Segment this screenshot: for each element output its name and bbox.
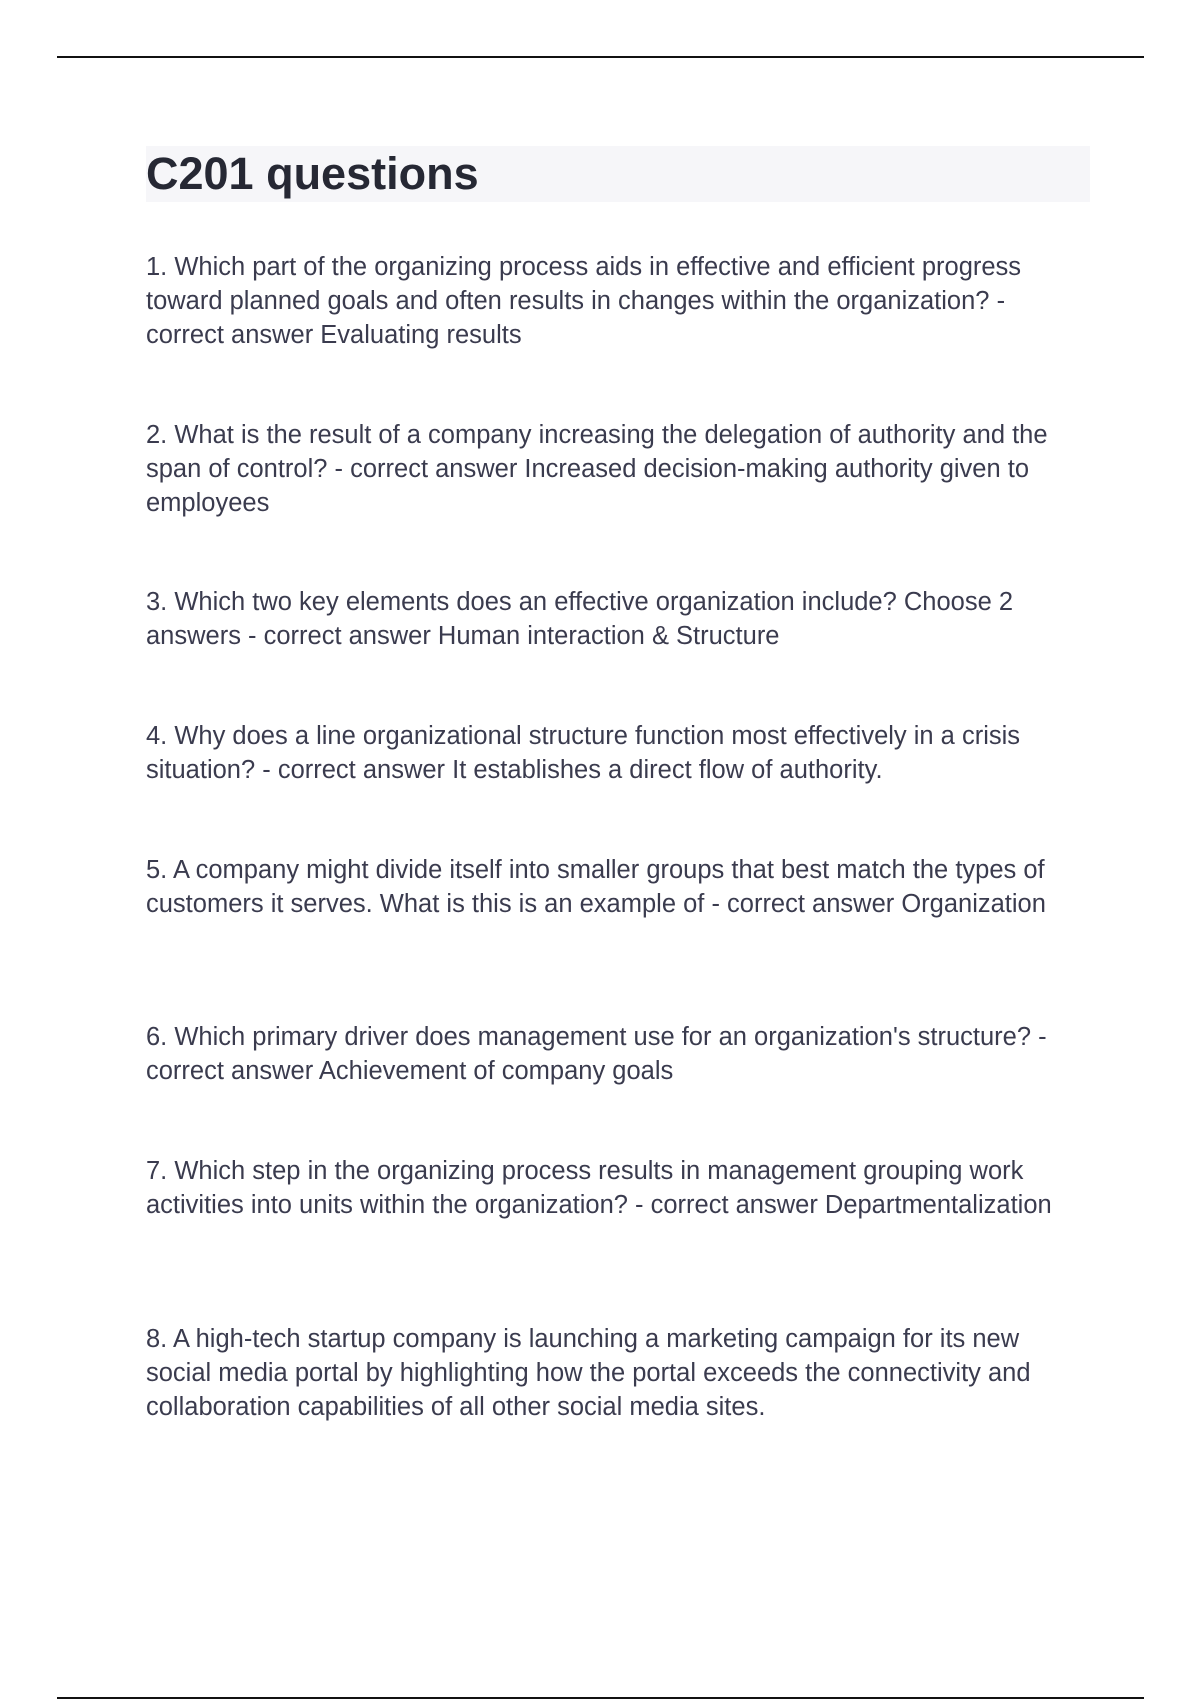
question-item: 4. Why does a line organizational structure function most effectively in a crisis situation? - correct answer It establishes a direct flow of authority. [146, 722, 1021, 784]
question-item: 5. A company might divide itself into smaller groups that best match the types of customers it serves. What is this is an example of - correct answer Organization [146, 856, 1046, 918]
bottom-rule [57, 1697, 1144, 1699]
question-item: 8. A high-tech startup company is launching a marketing campaign for its new social media portal by highlighting how the portal exceeds the connectivity and collaboration capabilities of all other social media sites. [146, 1325, 1031, 1421]
document-title: C201 questions [146, 148, 479, 199]
document-page [146, 146, 1090, 202]
top-rule [57, 56, 1144, 58]
question-item: 1. Which part of the organizing process aids in effective and efficient progress toward planned goals and often results in changes within the organization? - correct answer Evaluating results [146, 253, 1022, 349]
title-band [146, 146, 1090, 202]
question-item: 6. Which primary driver does management use for an organization's structure? - correct answer Achievement of company goals [146, 1023, 1047, 1085]
question-item: 7. Which step in the organizing process results in management grouping work activities into units within the organization? - correct answer Departmentalization [146, 1157, 1052, 1219]
question-item: 2. What is the result of a company increasing the delegation of authority and the span of control? - correct answer Increased decision-making authority given to employees [146, 421, 1048, 517]
question-item: 3. Which two key elements does an effective organization include? Choose 2 answers - correct answer Human interaction & Structure [146, 588, 1014, 650]
